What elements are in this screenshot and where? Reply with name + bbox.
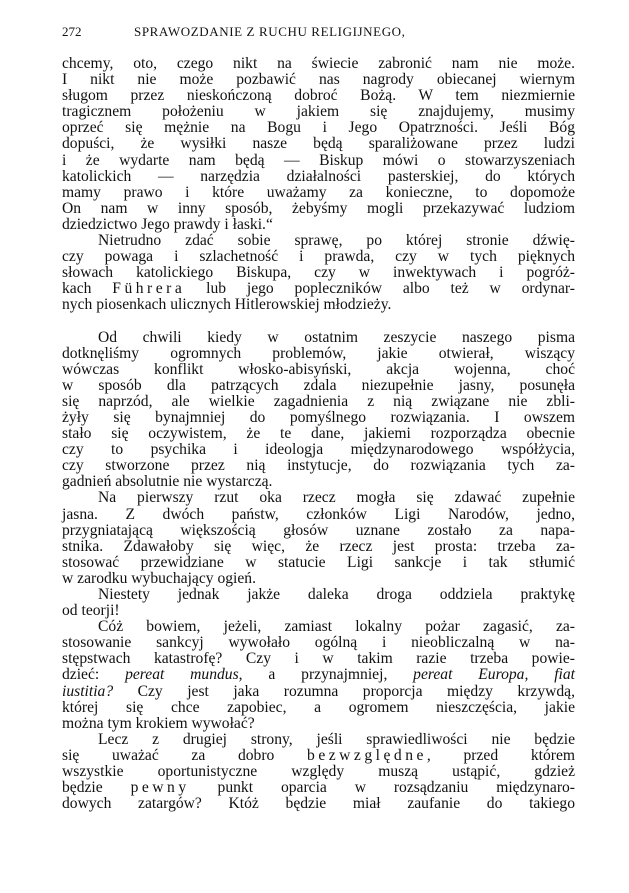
body-text: [62, 56, 575, 812]
text-segment: jasna. Z dwóch państw, członków Ligi Narodów, jedno,: [62, 505, 575, 523]
paragraph-first-line: [62, 587, 575, 603]
text-line: [62, 796, 575, 812]
text-line: [62, 410, 575, 426]
text-segment: będzie: [62, 779, 131, 797]
paragraph-first-line: [62, 732, 575, 748]
text-segment: katolickich — narzędzia działalności pasterskiej, do których: [62, 167, 575, 185]
paragraph-first-line: [62, 330, 575, 346]
text-line: [62, 458, 575, 474]
text-line: [62, 169, 575, 185]
text-segment: Na pierwszy rzut oka rzecz mogła się zdawać zupełnie: [98, 489, 575, 507]
text-line: [62, 571, 575, 587]
text-line: [62, 651, 575, 667]
text-segment: Od chwili kiedy w ostatnim zeszycie naszego pisma: [98, 328, 575, 346]
italic-text: pereat mundus,: [125, 666, 243, 684]
paragraph-first-line: [62, 233, 575, 249]
text-segment: dziedzictwo Jego prawdy i łaski.“: [62, 215, 273, 233]
italic-text: pereat Europa, fiat: [413, 666, 575, 684]
text-line: [62, 185, 575, 201]
text-line: [62, 217, 575, 233]
text-segment: kach: [62, 280, 113, 298]
text-segment: lub jego popleczników albo też w ordynar-: [185, 280, 575, 298]
text-line: [62, 120, 575, 136]
text-segment: On nam w inny sposób, żebyśmy mogli przekazywać ludziom: [62, 199, 575, 217]
text-segment: stosowanie sankcyj wywołało ogólną i nieobliczalną w na-: [62, 634, 575, 652]
text-line: [62, 426, 575, 442]
text-line: [62, 346, 575, 362]
text-line: [62, 56, 575, 72]
text-segment: stępstwach katastrofę? Czy i w takim razie trzeba powie-: [62, 650, 575, 668]
text-segment: przygniatającą większością głosów uznane zostało za napa-: [62, 521, 575, 539]
running-title: SPRAWOZDANIE Z RUCHU RELIGIJNEGO,: [134, 24, 406, 39]
text-line: [62, 555, 575, 571]
text-line: [62, 539, 575, 555]
text-line: [62, 72, 575, 88]
page-number: 272: [62, 24, 82, 39]
running-header: [62, 24, 575, 42]
text-line: [62, 716, 575, 732]
text-segment: sługom przez nieskończoną dobroć Bożą. W tem niezmiernie: [62, 87, 575, 105]
text-line: [62, 603, 575, 619]
italic-text: iustitia?: [62, 682, 114, 700]
paragraph-first-line: [62, 619, 575, 635]
text-line: [62, 265, 575, 281]
text-line: [62, 153, 575, 169]
text-line: [62, 394, 575, 410]
text-segment: Cóż bowiem, jeżeli, zamiast lokalny pożar zagasić, za-: [98, 618, 575, 636]
text-line: [62, 378, 575, 394]
text-segment: Niestety jednak jakże daleka droga oddziela praktykę: [98, 586, 575, 603]
text-segment: i że wydarte nam będą — Biskup mówi o stowarzyszeniach: [62, 151, 575, 169]
text-segment: stosować przewidziane w statucie Ligi sankcje i tak stłumić: [62, 553, 575, 571]
text-segment: czy to psychika i ideologja międzynarodowego współżycia,: [62, 441, 575, 459]
text-segment: czy stworzone przez nią instytucje, do rozwiązania tych za-: [62, 457, 575, 475]
text-segment: stnika. Zdawałoby się więc, że rzecz jest prosta: trzeba za-: [62, 537, 575, 555]
text-line: [62, 635, 575, 651]
text-segment: można tym krokiem wywołać?: [62, 714, 255, 732]
spaced-emphasis-text: bezwzględne: [307, 746, 427, 764]
text-segment: w sposób dla patrzących zdala niezupełnie jasny, posunęła: [62, 376, 575, 394]
text-segment: I nikt nie może pozbawić nas nagrody obiecanej wiernym: [62, 71, 575, 89]
text-line: [62, 748, 575, 764]
text-segment: się naprzód, ale wielkie zagadnienia z nią związane nie zbli-: [62, 392, 575, 410]
text-segment: której się chce zapobiec, a ogromem nieszczęścia, jakie: [62, 698, 575, 716]
text-segment: czy powaga i szlachetność i prawda, czy w tych pięknych: [62, 248, 575, 266]
text-segment: punkt oparcia w rozsądzaniu międzynaro-: [189, 779, 575, 797]
text-segment: dopuści, że wysiłki nasze będą sparaliżowane przez ludzi: [62, 135, 575, 153]
text-segment: Nietrudno zdać sobie sprawę, po której stronie dźwię-: [98, 232, 575, 250]
text-segment: Czy jest jaka rozumna proporcja między krzywdą,: [113, 682, 575, 700]
text-line: [62, 104, 575, 120]
text-line: [62, 136, 575, 152]
text-segment: dowych zatargów? Któż będzie miał zaufanie do takiego: [62, 795, 575, 813]
text-segment: w zarodku wybuchający ogień.: [62, 569, 256, 587]
text-line: [62, 88, 575, 104]
paragraph-first-line: [62, 490, 575, 506]
text-segment: żyły się bynajmniej do pomyślnego rozwiązania. I owszem: [62, 408, 575, 426]
text-segment: wówczas konflikt włosko-abisyński, akcja wojenna, choć: [62, 360, 575, 378]
text-line: [62, 667, 575, 683]
spaced-emphasis-text: pewny: [130, 779, 190, 797]
text-segment: dotknęliśmy ogromnych problemów, jakie otwierał, wiszący: [62, 344, 575, 362]
text-line: [62, 684, 575, 700]
text-line: [62, 362, 575, 378]
text-segment: gadnień absolutnie nie wystarczą.: [62, 473, 273, 491]
text-line: [62, 281, 575, 297]
text-segment: od teorji!: [62, 602, 120, 620]
text-line: [62, 201, 575, 217]
text-segment: nych piosenkach ulicznych Hitlerowskiej młodzieży.: [62, 296, 392, 314]
text-segment: wszystkie oportunistyczne względy muszą ustąpić, gdzież: [62, 763, 575, 781]
text-segment: mamy prawo i które uważamy za konieczne, to dopomoże: [62, 183, 575, 201]
text-segment: chcemy, oto, czego nikt na świecie zabronić nam nie może.: [62, 55, 575, 72]
text-line: [62, 700, 575, 716]
text-line: [62, 780, 575, 796]
text-line: [62, 523, 575, 539]
text-segment: oprzeć się mężnie na Bogu i Jego Opatrzności. Jeśli Bóg: [62, 119, 575, 137]
spaced-emphasis-text: Führera: [112, 280, 186, 298]
text-line: [62, 474, 575, 490]
text-segment: , przed którem: [426, 746, 575, 764]
text-line: [62, 764, 575, 780]
text-segment: tragicznem położeniu w jakiem się znajdujemy, musimy: [62, 103, 575, 121]
text-line: [62, 442, 575, 458]
text-segment: się uważać za dobro: [62, 746, 308, 764]
text-segment: stało się oczywistem, że te dane, jakiemi rozporządza obecnie: [62, 425, 575, 443]
text-segment: Lecz z drugiej strony, jeśli sprawiedliwości nie będzie: [98, 730, 575, 748]
text-segment: a przynajmniej,: [242, 666, 414, 684]
text-line: [62, 249, 575, 265]
text-line: [62, 507, 575, 523]
text-segment: słowach katolickiego Biskupa, czy w inwektywach i pogróż-: [62, 264, 575, 282]
text-segment: dzieć:: [62, 666, 126, 684]
text-line: [62, 297, 575, 313]
